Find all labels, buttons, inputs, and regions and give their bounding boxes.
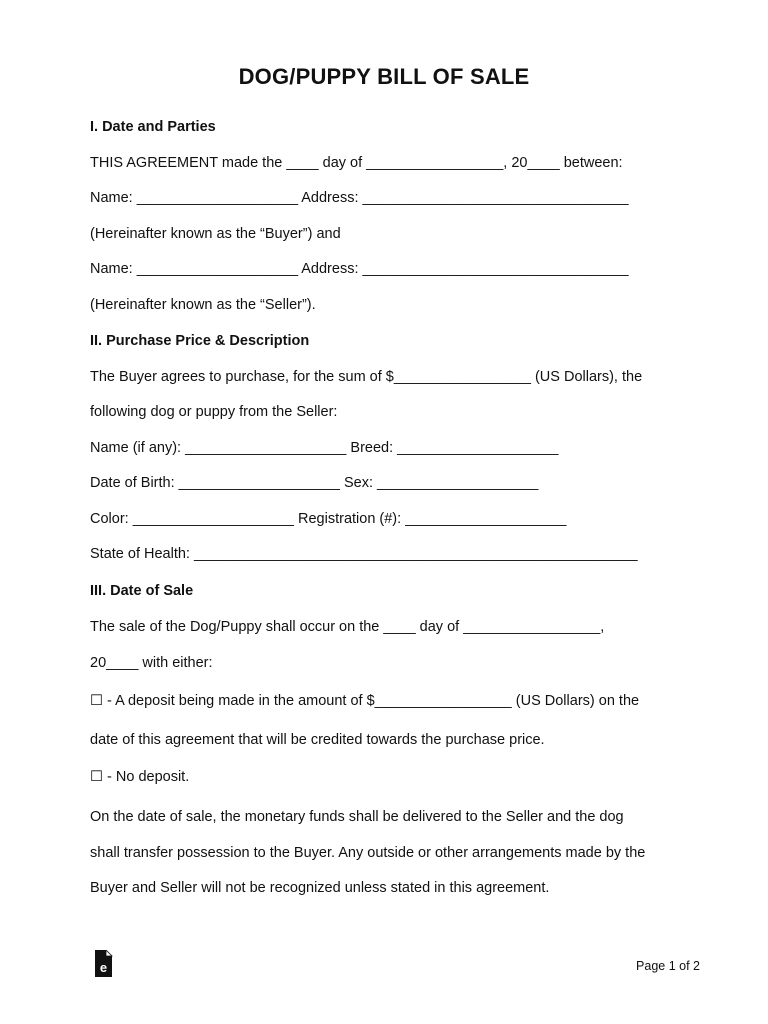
sale-date-line: The sale of the Dog/Puppy shall occur on the ____ day of _________________, bbox=[90, 619, 605, 635]
agreement-date-line: THIS AGREEMENT made the ____ day of _________________, 20____ between: bbox=[90, 155, 623, 171]
page-number: Page 1 of 2 bbox=[636, 959, 700, 973]
sale-year-line: 20____ with either: bbox=[90, 655, 213, 671]
purchase-sum-line: The Buyer agrees to purchase, for the sum of $_________________ (US Dollars), the bbox=[90, 369, 643, 385]
section-heading-purchase-price: II. Purchase Price & Description bbox=[90, 333, 310, 349]
buyer-label: (Hereinafter known as the “Buyer”) and bbox=[90, 226, 341, 242]
funds-delivery-line-3: Buyer and Seller will not be recognized unless stated in this agreement. bbox=[90, 880, 550, 896]
purchase-description-line: following dog or puppy from the Seller: bbox=[90, 404, 338, 420]
section-heading-date-of-sale: III. Date of Sale bbox=[90, 583, 194, 599]
funds-delivery-line-2: shall transfer possession to the Buyer. Any outside or other arrangements made by the bbox=[90, 845, 646, 861]
dog-dob-sex-line: Date of Birth: ____________________ Sex: ____________________ bbox=[90, 475, 539, 491]
no-deposit-option-line: ☐ - No deposit. bbox=[90, 769, 190, 785]
document-title: DOG/PUPPY BILL OF SALE bbox=[238, 64, 530, 89]
deposit-credit-line: date of this agreement that will be credited towards the purchase price. bbox=[90, 732, 545, 748]
section-heading-date-parties: I. Date and Parties bbox=[90, 119, 216, 135]
dog-name-breed-line: Name (if any): ____________________ Breed: ____________________ bbox=[90, 440, 559, 456]
seller-label: (Hereinafter known as the “Seller”). bbox=[90, 297, 316, 313]
buyer-name-address-line: Name: ____________________ Address: _________________________________ bbox=[90, 190, 629, 206]
dog-state-of-health-line: State of Health: _______________________________________________________ bbox=[90, 546, 638, 562]
svg-text:e: e bbox=[99, 960, 108, 975]
deposit-option-line: ☐ - A deposit being made in the amount of $_________________ (US Dollars) on the bbox=[90, 693, 640, 709]
eforms-logo-icon bbox=[93, 950, 113, 978]
funds-delivery-line-1: On the date of sale, the monetary funds shall be delivered to the Seller and the dog bbox=[90, 809, 624, 825]
seller-name-address-line: Name: ____________________ Address: _________________________________ bbox=[90, 261, 629, 277]
dog-color-registration-line: Color: ____________________ Registration (#): ____________________ bbox=[90, 511, 567, 527]
